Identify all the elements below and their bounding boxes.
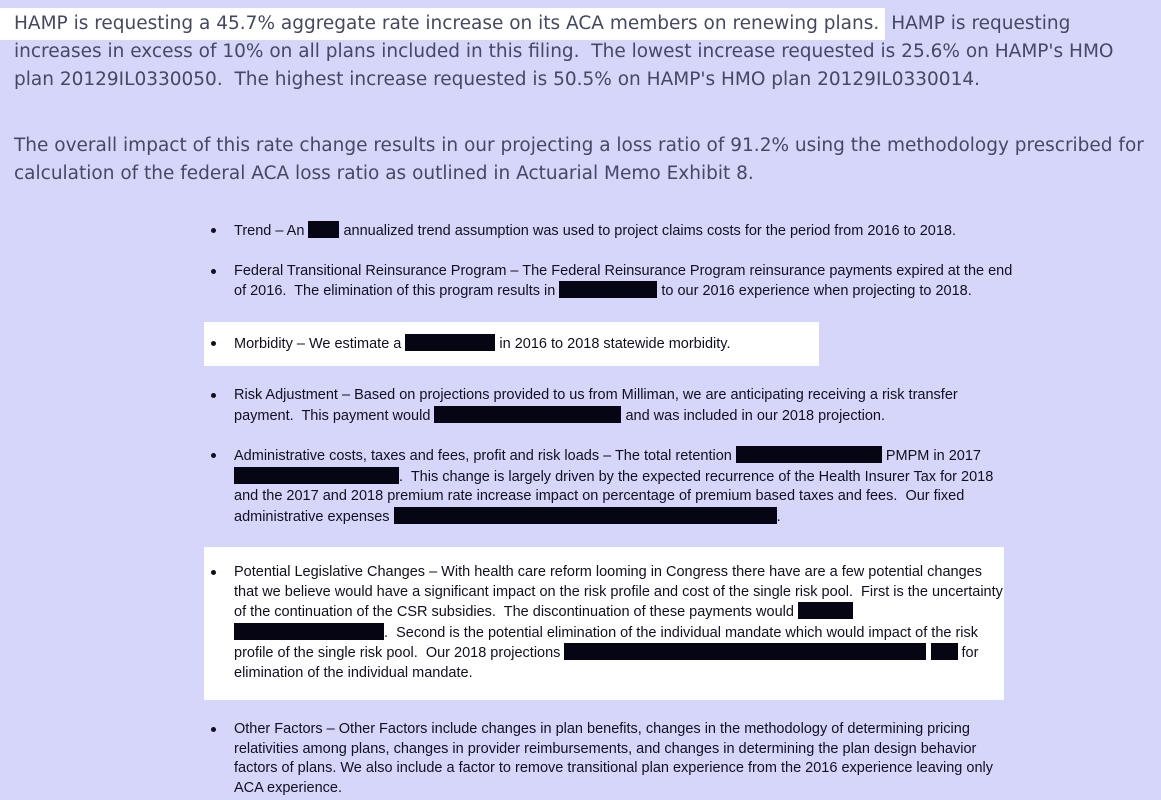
- redaction-box: [798, 602, 853, 619]
- bullet-item-risk-adjustment: Risk Adjustment – Based on projections provided to us from Milliman, we are anticipating receiving a risk transfer payment. This payment would and was included in our 2018 projection.: [204, 386, 1014, 426]
- bullet-list: [204, 221, 1017, 798]
- redaction-box: [736, 446, 882, 463]
- bullet-item-administrative-costs: Administrative costs, taxes and fees, profit and risk loads – The total retention PMPM in 2017 . This change is largely driven by the expected recurrence of the Health Insurer Tax for 2018 and the 2017 and 2018 premium rate increase impact on percentage of premium based taxes and fees. Our fixed administrative expenses .: [204, 446, 1014, 527]
- bullet-dot-icon: [211, 453, 216, 458]
- bullet-item-potential-legislative-changes: Potential Legislative Changes – With health care reform looming in Congress there have are a few potential changes that we believe would have a significant impact on the risk profile and cost of the single risk pool. First is the uncertainty of the continuation of the CSR subsidies. The discontinuation of these payments would . Second is the potential elimination of the individual mandate which would impact of the risk profile of the single risk pool. Our 2018 projections for elimination of the individual mandate.: [204, 547, 1004, 700]
- bullet-item-other-factors: Other Factors – Other Factors include changes in plan benefits, changes in the methodology of determining pricing relativities among plans, changes in provider reimbursements, and changes in determining the plan design behavior factors of plans. We also include a factor to remove transitional plan experience from the 2016 experience leaving only ACA experience.: [204, 720, 1014, 798]
- redaction-box: [559, 281, 657, 298]
- redaction-box: [434, 406, 621, 423]
- redaction-box: [405, 334, 495, 351]
- bullet-item-morbidity: Morbidity – We estimate a in 2016 to 2018 statewide morbidity.: [204, 322, 819, 367]
- redaction-box: [564, 643, 926, 660]
- bullet-item-trend: Trend – An annualized trend assumption was used to project claims costs for the period from 2016 to 2018.: [204, 221, 1014, 242]
- bullet-dot-icon: [211, 341, 216, 346]
- redaction-box: [234, 623, 384, 640]
- intro-paragraph-rest: HAMP is requesting increases in excess of 10% on all plans included in this filing. The lowest increase requested is 25.6% on HAMP's HMO plan 20129IL0330050. The highest increase requested is 50.5% on HAMP's HMO plan 20129IL0330014.: [14, 13, 1120, 90]
- intro-paragraph: [14, 10, 1147, 94]
- impact-paragraph: The overall impact of this rate change results in our projecting a loss ratio of 91.2% using the methodology prescribed for calculation of the federal ACA loss ratio as outlined in Actuarial Memo Exhibit 8.: [14, 135, 1150, 184]
- bullet-dot-icon: [211, 393, 216, 398]
- bullet-dot-icon: [211, 269, 216, 274]
- bullet-dot-icon: [211, 228, 216, 233]
- bullet-item-federal-transitional-reinsurance: Federal Transitional Reinsurance Program – The Federal Reinsurance Program reinsurance payments expired at the end of 2016. The elimination of this program results in to our 2016 experience when projecting to 2018.: [204, 262, 1014, 302]
- redaction-box: [394, 507, 777, 524]
- bullet-dot-icon: [211, 727, 216, 732]
- highlighted-sentence: HAMP is requesting a 45.7% aggregate rate increase on its ACA members on renewing plans.: [14, 8, 885, 40]
- redaction-box: [308, 221, 339, 238]
- redaction-box: [931, 643, 958, 660]
- bullet-dot-icon: [211, 570, 216, 575]
- redaction-box: [234, 467, 399, 484]
